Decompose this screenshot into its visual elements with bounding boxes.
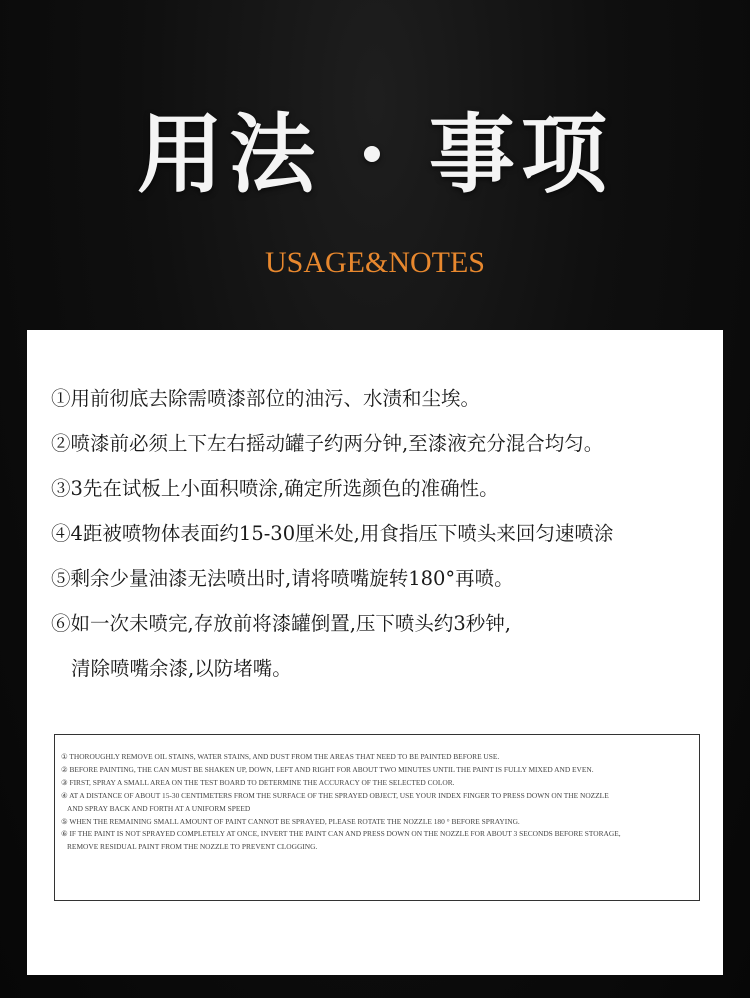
step-3-en: ③ FIRST, SPRAY A SMALL AREA ON THE TEST BOARD TO DETERMINE THE ACCURACY OF THE SELECTED COLOR. — [61, 777, 455, 787]
english-notes-box — [54, 734, 700, 901]
step-3-cn: ③3先在试板上小面积喷涂,确定所选颜色的准确性。 — [51, 477, 499, 500]
step-4-en: ④ AT A DISTANCE OF ABOUT 15-30 CENTIMETERS FROM THE SURFACE OF THE SPRAYED OBJECT, USE YOUR INDEX FINGER TO PRESS DOWN ON THE NOZZLE — [61, 790, 609, 800]
instructions-card — [27, 330, 723, 975]
step-6-en-continued: REMOVE RESIDUAL PAINT FROM THE NOZZLE TO PREVENT CLOGGING. — [67, 842, 318, 852]
chinese-steps — [51, 376, 711, 691]
step-2-cn: ②喷漆前必须上下左右摇动罐子约两分钟,至漆液充分混合均匀。 — [51, 432, 604, 455]
step-5-en: ⑤ WHEN THE REMAINING SMALL AMOUNT OF PAINT CANNOT BE SPRAYED, PLEASE ROTATE THE NOZZLE 180 ° BEFORE SPRAYING. — [61, 816, 520, 826]
page-title: 用法 · 事项 — [137, 104, 613, 205]
header — [0, 0, 750, 340]
step-5-cn: ⑤剩余少量油漆无法喷出时,请将喷嘴旋转180°再喷。 — [51, 567, 514, 590]
step-4-en-continued: AND SPRAY BACK AND FORTH AT A UNIFORM SPEED — [67, 803, 251, 813]
step-6-en: ⑥ IF THE PAINT IS NOT SPRAYED COMPLETELY AT ONCE, INVERT THE PAINT CAN AND PRESS DOWN ON THE NOZZLE FOR ABOUT 3 SECONDS BEFORE STORAGE, — [61, 829, 621, 839]
english-steps — [61, 751, 697, 854]
step-6-cn: ⑥如一次未喷完,存放前将漆罐倒置,压下喷头约3秒钟, — [51, 612, 512, 635]
step-6-cn-continued: 清除喷嘴余漆,以防堵嘴。 — [71, 657, 292, 680]
step-1-en: ① THOROUGHLY REMOVE OIL STAINS, WATER STAINS, AND DUST FROM THE AREAS THAT NEED TO BE PAINTED BEFORE USE. — [61, 752, 500, 761]
page-subtitle: USAGE&NOTES — [264, 246, 485, 279]
step-4-cn: ④4距被喷物体表面约15-30厘米处,用食指压下喷头来回匀速喷涂 — [51, 522, 614, 545]
step-2-en: ② BEFORE PAINTING, THE CAN MUST BE SHAKEN UP, DOWN, LEFT AND RIGHT FOR ABOUT TWO MINUTES UNTIL THE PAINT IS FULLY MIXED AND EVEN. — [61, 764, 594, 774]
step-1-cn: ①用前彻底去除需喷漆部位的油污、水渍和尘埃。 — [51, 387, 481, 410]
